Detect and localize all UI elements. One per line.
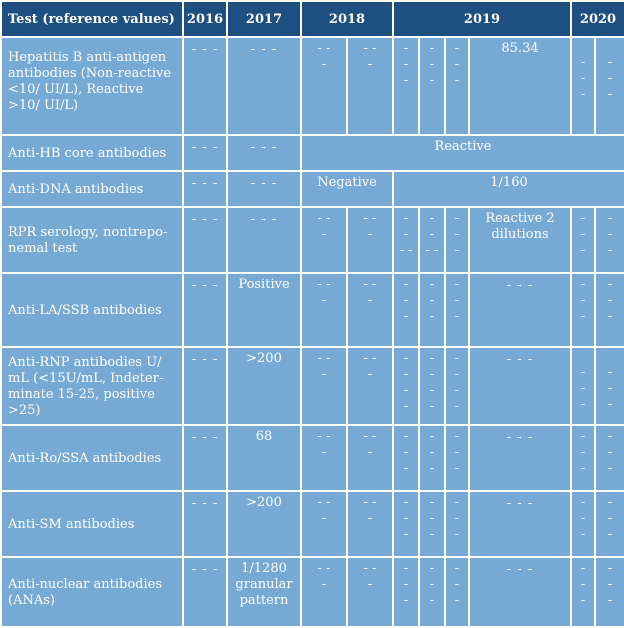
cell-2018b: - - - xyxy=(347,491,393,557)
cell-2016: - - - xyxy=(183,171,227,207)
cell-2017: 1/1280 granular pattern xyxy=(227,557,301,627)
cell-2019a: - - - xyxy=(393,425,419,491)
test-name: Hepatitis B anti-antigen antibodies (Non-reactive <10/ UI/L), Reactive >10/ UI/L) xyxy=(1,37,183,135)
cell-2020b: - - - xyxy=(595,273,624,347)
cell-2019-2020: 1/160 xyxy=(393,171,624,207)
test-name: Anti-nuclear antibodies (ANAs) xyxy=(1,557,183,627)
cell-2018b: - - - xyxy=(347,207,393,273)
cell-2017: >200 xyxy=(227,347,301,425)
table-row xyxy=(1,135,624,171)
table-row xyxy=(1,491,624,557)
cell-2020a: - - - xyxy=(571,37,595,135)
header-2019: 2019 xyxy=(393,1,571,37)
cell-2016: - - - xyxy=(183,37,227,135)
test-name: RPR serology, nontrepo-nemal test xyxy=(1,207,183,273)
cell-2019d: - - - xyxy=(469,273,571,347)
table-row xyxy=(1,171,624,207)
cell-2019d: - - - xyxy=(469,557,571,627)
cell-2016: - - - xyxy=(183,207,227,273)
cell-2019c: - - - xyxy=(445,491,469,557)
cell-2017: Positive xyxy=(227,273,301,347)
cell-2020a: - - - xyxy=(571,347,595,425)
test-name: Anti-HB core antibodies xyxy=(1,135,183,171)
cell-2020b: - - - xyxy=(595,557,624,627)
cell-2019c: - - - xyxy=(445,207,469,273)
cell-2019b: - - - xyxy=(419,491,445,557)
cell-2019c: - - - xyxy=(445,273,469,347)
cell-2018: Negative xyxy=(301,171,393,207)
test-name: Anti-RNP antibodies U/ mL (<15U/mL, Indeter-minate 15-25, positive >25) xyxy=(1,347,183,425)
cell-2020b: - - - xyxy=(595,207,624,273)
cell-2019b: - - - - xyxy=(419,207,445,273)
cell-2018b: - - - xyxy=(347,425,393,491)
header-2020: 2020 xyxy=(571,1,624,37)
cell-2017: >200 xyxy=(227,491,301,557)
cell-2018a: - - - xyxy=(301,273,347,347)
cell-2019d: 85.34 xyxy=(469,37,571,135)
header-row xyxy=(1,1,624,37)
cell-2017: - - - xyxy=(227,37,301,135)
cell-2019d: Reactive 2 dilutions xyxy=(469,207,571,273)
cell-2018b: - - - xyxy=(347,557,393,627)
cell-2016: - - - xyxy=(183,273,227,347)
cell-2019a: - - - xyxy=(393,273,419,347)
cell-2016: - - - xyxy=(183,557,227,627)
cell-2016: - - - xyxy=(183,425,227,491)
cell-2019d: - - - xyxy=(469,347,571,425)
cell-2016: - - - xyxy=(183,347,227,425)
cell-2020b: - - - xyxy=(595,347,624,425)
cell-2020a: - - - xyxy=(571,491,595,557)
cell-2017: 68 xyxy=(227,425,301,491)
cell-2018a: - - - xyxy=(301,425,347,491)
test-name: Anti-Ro/SSA antibodies xyxy=(1,425,183,491)
cell-2016: - - - xyxy=(183,135,227,171)
cell-2019b: - - - xyxy=(419,425,445,491)
table-row xyxy=(1,273,624,347)
cell-2019a: - - - xyxy=(393,557,419,627)
cell-2018a: - - - xyxy=(301,347,347,425)
table-row xyxy=(1,347,624,425)
table-row xyxy=(1,37,624,135)
cell-2019c: - - - xyxy=(445,557,469,627)
cell-2019b: - - - xyxy=(419,37,445,135)
cell-2019b: - - - - xyxy=(419,347,445,425)
table-row xyxy=(1,557,624,627)
cell-2018b: - - - xyxy=(347,347,393,425)
cell-2018a: - - - xyxy=(301,557,347,627)
test-name: Anti-LA/SSB antibodies xyxy=(1,273,183,347)
cell-2019a: - - - xyxy=(393,37,419,135)
cell-2018a: - - - xyxy=(301,37,347,135)
table-row xyxy=(1,425,624,491)
cell-2017: - - - xyxy=(227,207,301,273)
cell-2020a: - - - xyxy=(571,207,595,273)
cell-2017: - - - xyxy=(227,171,301,207)
cell-2020b: - - - xyxy=(595,491,624,557)
cell-2019c: - - - xyxy=(445,425,469,491)
cell-2018a: - - - xyxy=(301,491,347,557)
cell-2018b: - - - xyxy=(347,273,393,347)
cell-2019b: - - - xyxy=(419,557,445,627)
cell-2019a: - - - xyxy=(393,491,419,557)
cell-2018b: - - - xyxy=(347,37,393,135)
header-2018: 2018 xyxy=(301,1,393,37)
cell-2020a: - - - xyxy=(571,557,595,627)
cell-2019d: - - - xyxy=(469,491,571,557)
cell-2019d: - - - xyxy=(469,425,571,491)
cell-2020b: - - - xyxy=(595,37,624,135)
cell-2019b: - - - xyxy=(419,273,445,347)
cell-2016: - - - xyxy=(183,491,227,557)
header-2017: 2017 xyxy=(227,1,301,37)
table-row xyxy=(1,207,624,273)
cell-2020b: - - - xyxy=(595,425,624,491)
cell-2017: - - - xyxy=(227,135,301,171)
header-2016: 2016 xyxy=(183,1,227,37)
cell-2018-2020: Reactive xyxy=(301,135,624,171)
cell-2019a: - - - - xyxy=(393,347,419,425)
test-name: Anti-SM antibodies xyxy=(1,491,183,557)
cell-2019c: - - - - xyxy=(445,347,469,425)
cell-2019a: - - - - xyxy=(393,207,419,273)
test-name: Anti-DNA antibodies xyxy=(1,171,183,207)
cell-2019c: - - - xyxy=(445,37,469,135)
cell-2020a: - - - xyxy=(571,273,595,347)
cell-2020a: - - - xyxy=(571,425,595,491)
header-test: Test (reference values) xyxy=(1,1,183,37)
cell-2018a: - - - xyxy=(301,207,347,273)
